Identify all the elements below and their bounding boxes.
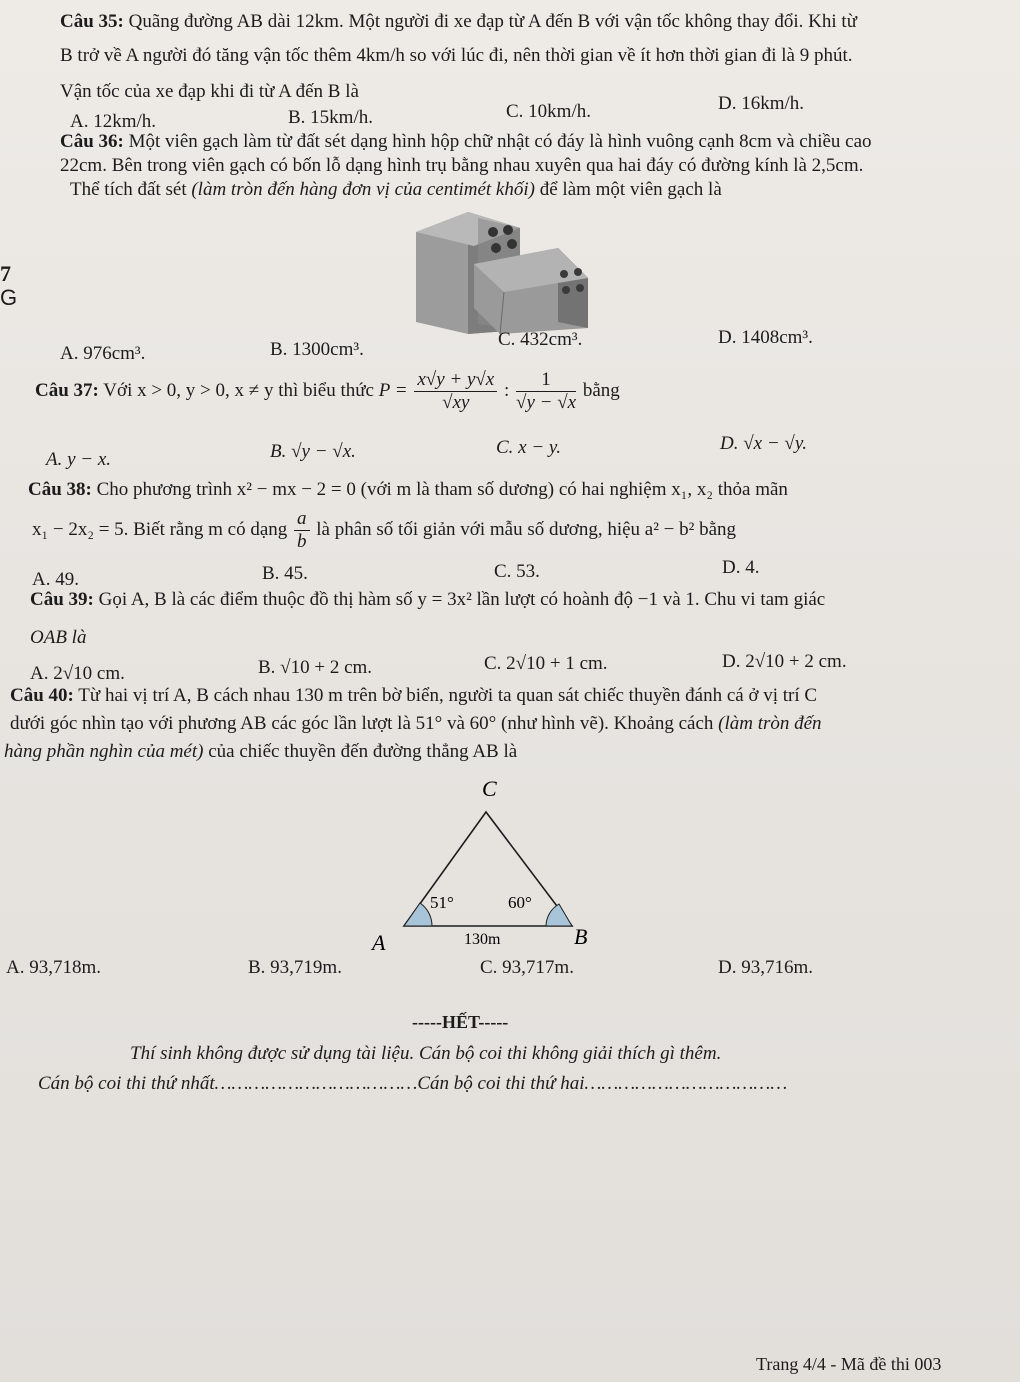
- angle-a-label: 51°: [430, 893, 454, 912]
- q38-option-c: C. 53.: [494, 561, 540, 582]
- q38-line1: Câu 38: Cho phương trình x² − mx − 2 = 0 (với m là tham số dương) có hai nghiệm x₁, x₂ thỏa mãn: [28, 479, 788, 500]
- q40-option-c: C. 93,717m.: [480, 957, 574, 978]
- label-c: C: [482, 776, 497, 801]
- q40-option-b: B. 93,719m.: [248, 957, 342, 978]
- angle-b-label: 60°: [508, 893, 532, 912]
- q40-line3: hàng phần nghìn của mét) của chiếc thuyền đến đường thẳng AB là: [4, 741, 518, 762]
- margin-mark-2: G: [0, 285, 18, 310]
- q36-option-c: C. 432cm³.: [498, 329, 583, 350]
- q35-line1: Câu 35: Quãng đường AB dài 12km. Một người đi xe đạp từ A đến B với vận tốc không thay đổi. Khi từ: [60, 11, 857, 32]
- q39-line2: OAB là: [30, 627, 87, 648]
- q40-line2: dưới góc nhìn tạo với phương AB các góc lần lượt là 51° và 60° (như hình vẽ). Khoảng cách (làm tròn đến: [10, 713, 822, 734]
- q38-option-a: A. 49.: [32, 569, 79, 590]
- q39-option-d: D. 2√10 + 2 cm.: [722, 651, 847, 672]
- q39-option-c: C. 2√10 + 1 cm.: [484, 653, 608, 674]
- q35-option-b: B. 15km/h.: [288, 107, 373, 128]
- q40-option-d: D. 93,716m.: [718, 957, 813, 978]
- q40-option-a: A. 93,718m.: [6, 957, 101, 978]
- q35-option-c: C. 10km/h.: [506, 101, 591, 122]
- q35-option-d: D. 16km/h.: [718, 93, 805, 114]
- q38-fraction: $\frac{a}{b}$: [294, 508, 310, 553]
- q35-line3: Vận tốc của xe đạp khi đi từ A đến B là: [60, 81, 359, 102]
- exam-note: Thí sinh không được sử dụng tài liệu. Cán bộ coi thi không giải thích gì thêm.: [130, 1043, 722, 1064]
- q37-fraction-1: $\frac{x√y + y√x}{√xy}$: [414, 369, 497, 414]
- q40-line1: Câu 40: Từ hai vị trí A, B cách nhau 130 m trên bờ biển, người ta quan sát chiếc thuyền đánh cá ở vị trí C: [10, 685, 818, 706]
- q36-option-b: B. 1300cm³.: [270, 339, 364, 360]
- q37-option-b: B. √y − √x.: [270, 441, 356, 462]
- base-label: 130m: [464, 931, 501, 948]
- triangle-figure: [370, 766, 620, 962]
- q36-option-d: D. 1408cm³.: [718, 327, 813, 348]
- invigilator-signatures: Cán bộ coi thi thứ nhất………………………………Cán bộ coi thi thứ hai………………………………: [38, 1073, 788, 1094]
- q39-line1: Câu 39: Gọi A, B là các điểm thuộc đồ thị hàm số y = 3x² lần lượt có hoành độ −1 và 1. Chu vi tam giác: [30, 589, 826, 610]
- q36-line1: Câu 36: Một viên gạch làm từ đất sét dạng hình hộp chữ nhật có đáy là hình vuông cạnh 8cm và chiều cao: [60, 131, 872, 152]
- q38-option-d: D. 4.: [722, 557, 760, 578]
- q37-line: Câu 37: Với x > 0, y > 0, x ≠ y thì biểu thức P = $\frac{x√y + y√x}{√xy}$ : $\frac{1}{√y - √x}$ bằng: [35, 369, 620, 414]
- label-b: B: [574, 924, 588, 949]
- q37-fraction-2: $\frac{1}{√y - √x}$: [516, 369, 577, 414]
- brick-illustration: [408, 204, 594, 334]
- margin-mark-1: 7: [0, 261, 11, 286]
- q37-option-c: C. x − y.: [496, 437, 562, 458]
- end-marker: -----HẾT-----: [412, 1012, 509, 1032]
- label-a: A: [372, 930, 386, 955]
- q36-line3: Thể tích đất sét (làm tròn đến hàng đơn vị của centimét khối) để làm một viên gạch là: [70, 179, 722, 200]
- q39-option-b: B. √10 + 2 cm.: [258, 657, 373, 678]
- page-footer: Trang 4/4 - Mã đề thi 003: [756, 1354, 942, 1374]
- q37-option-a: A. y − x.: [46, 449, 112, 470]
- q38-option-b: B. 45.: [262, 563, 308, 584]
- q36-option-a: A. 976cm³.: [60, 343, 146, 364]
- q35-option-a: A. 12km/h.: [70, 111, 157, 132]
- q37-option-d: D. √x − √y.: [720, 433, 807, 454]
- q39-option-a: A. 2√10 cm.: [30, 663, 125, 684]
- q36-line2: 22cm. Bên trong viên gạch có bốn lỗ dạng hình trụ bằng nhau xuyên qua hai đáy có đường kính là 2,5cm.: [60, 155, 864, 176]
- q38-line2: x₁ − 2x₂ = 5. Biết rằng m có dạng $\frac{a}{b}$ là phân số tối giản với mẫu số dương, hiệu a² − b² bằng: [32, 508, 737, 553]
- q35-line2: B trở về A người đó tăng vận tốc thêm 4km/h so với lúc đi, nên thời gian về ít hơn thời gian đi là 9 phút.: [60, 45, 853, 66]
